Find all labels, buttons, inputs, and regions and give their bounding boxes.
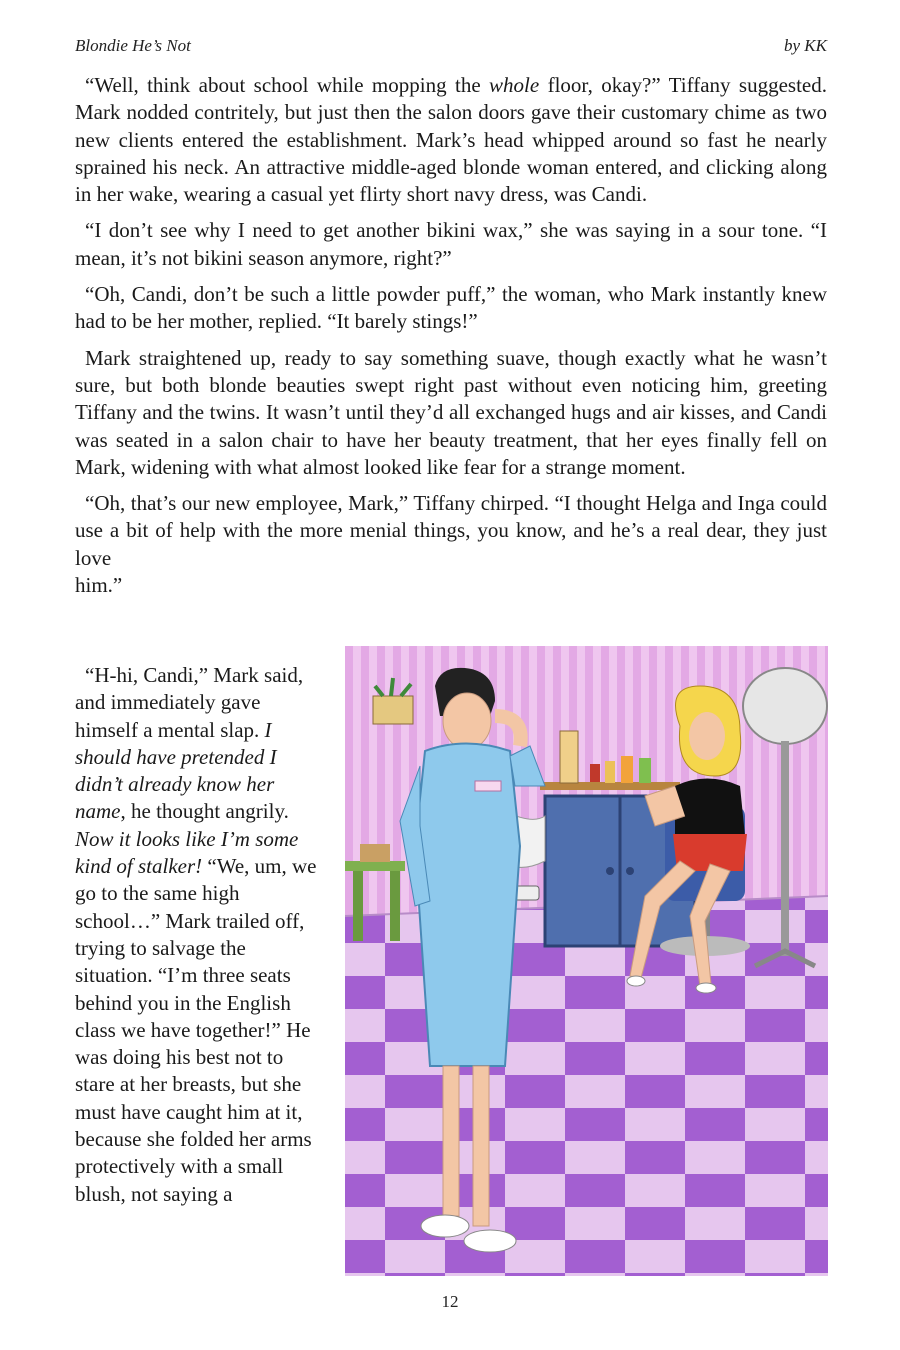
text-run: “We, um, we go to the same high school…” Mark trailed off, trying to salvage the situation. “I’m three seats behind you in the English class we have together!” He was doing his best not to stare at her breasts, but she must have caught him at it, because she folded her arms protectively with a small blush, not saying a (75, 854, 317, 1206)
text-run: “H-hi, Candi,” Mark said, and immediately gave himself a mental slap. (75, 663, 304, 742)
page-number: 12 (441, 1292, 459, 1311)
author-name: by KK (784, 36, 827, 55)
paragraph (75, 72, 827, 208)
book-title: Blondie He’s Not (75, 36, 191, 55)
text-run: , he thought angrily. (120, 799, 289, 824)
running-header (75, 36, 827, 56)
salon-illustration (345, 646, 828, 1276)
emphasis: Now it looks like I’m some kind of stalker! (75, 826, 299, 879)
floor (345, 896, 828, 1276)
paragraph: “I don’t see why I need to get another bikini wax,” she was saying in a sour tone. “I mean, it’s not bikini season anymore, right?” (75, 218, 827, 270)
wrapped-paragraph (75, 662, 325, 1208)
paragraph: “Oh, Candi, don’t be such a little powder puff,” the woman, who Mark instantly knew had to be her mother, replied. “It barely stings!” (75, 282, 827, 334)
emphasis: whole (489, 73, 540, 97)
paragraph: him.” (75, 573, 123, 598)
paragraph: Mark straightened up, ready to say something suave, though exactly what he wasn’t sure, but both blonde beauties swept right past without even noticing him, greeting Tiffany and the twins. It wasn’t until they’d all exchanged hugs and air kisses, and Candi was seated in a salon chair to have her beauty treatment, that her eyes finally fell on Mark, widening with what almost looked like fear for a strange moment. (75, 345, 827, 479)
text-run: floor, okay?” Tiffany suggested. Mark nodded contritely, but just then the salon doors gave their customary chime as two new clients entered the establishment. Mark’s head whipped around so fast he nearly sprained his neck. An attractive middle-aged blonde woman entered, and clicking along in her wake, wearing a casual yet flirty short navy dress, was Candi. (75, 73, 827, 207)
body-text (75, 72, 827, 608)
paragraph: “Oh, that’s our new employee, Mark,” Tiffany chirped. “I thought Helga and Inga could use a bit of help with the more menial things, you know, and he’s a real dear, they just love (75, 491, 827, 570)
emphasis: I should have pretended I didn’t already know her name (75, 717, 277, 824)
text-run: “Well, think about school while mopping the (85, 73, 490, 97)
